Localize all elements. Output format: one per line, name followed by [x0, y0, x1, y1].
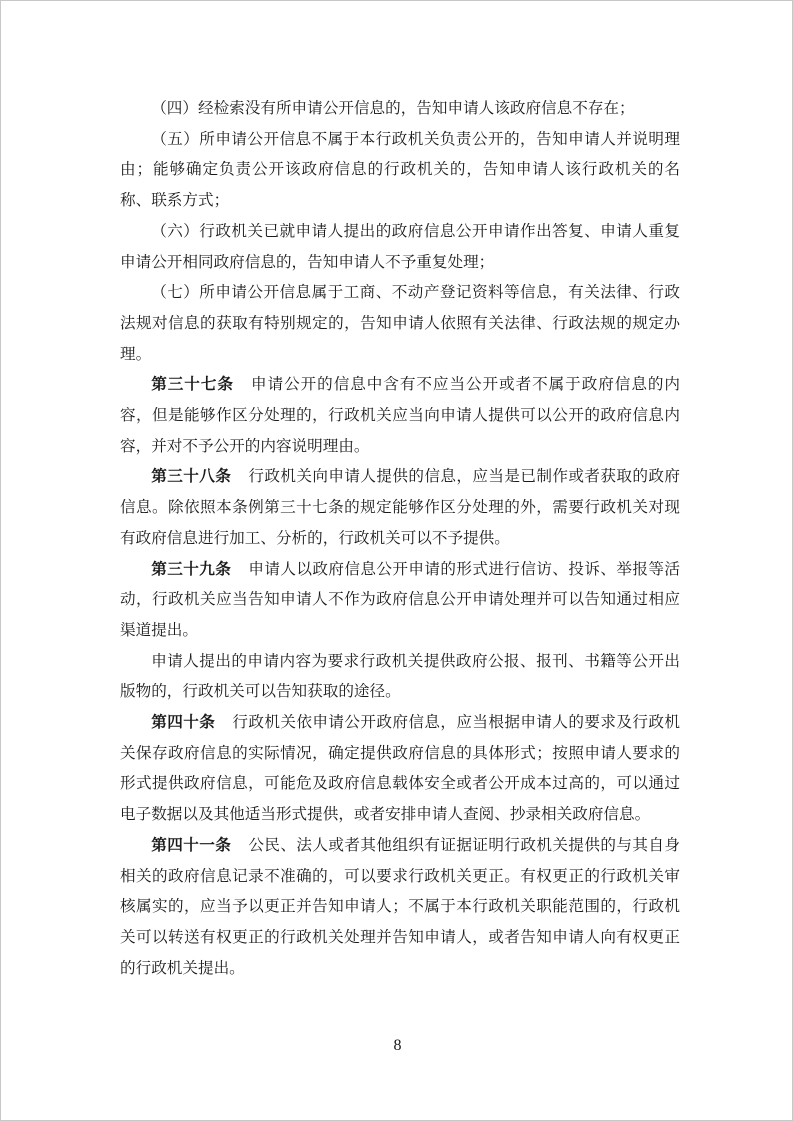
page-number: 8 — [393, 1037, 402, 1054]
paragraph-text: 申请公开的信息中含有不应当公开或者不属于政府信息的内容，但是能够作区分处理的，行政机关应当向申请人提供可以公开的政府信息内容，并对不予公开的内容说明理由。 — [120, 375, 680, 455]
paragraph — [120, 707, 680, 830]
paragraph — [120, 830, 680, 984]
paragraph — [120, 369, 680, 461]
paragraph-text: （七）所申请公开信息属于工商、不动产登记资料等信息，有关法律、行政法规对信息的获取有特别规定的，告知申请人依照有关法律、行政法规的规定办理。 — [120, 283, 680, 363]
paragraph — [120, 461, 680, 553]
article-number: 第三十七条 — [151, 374, 234, 394]
article-number: 第三十九条 — [151, 558, 232, 578]
paragraph — [120, 124, 680, 216]
article-number: 第四十条 — [151, 712, 216, 732]
paragraph-text: （五）所申请公开信息不属于本行政机关负责公开的，告知申请人并说明理由；能够确定负责公开该政府信息的行政机关的，告知申请人该行政机关的名称、联系方式； — [120, 129, 680, 210]
paragraph-text: 公民、法人或者其他组织有证据证明行政机关提供的与其自身相关的政府信息记录不准确的，可以要求行政机关更正。有权更正的行政机关审核属实的，应当予以更正并告知申请人；不属于本行政机关职能范围的，行政机关可以转送有权更正的行政机关处理并告知申请人，或者告知申请人向有权更正的行政机关提出。 — [120, 835, 680, 977]
article-number: 第四十一条 — [151, 834, 232, 854]
paragraph-text: （四）经检索没有所申请公开信息的，告知申请人该政府信息不存在； — [151, 99, 635, 117]
paragraph — [120, 277, 680, 369]
article-number: 第三十八条 — [151, 466, 232, 486]
paragraph-text: 申请人提出的申请内容为要求行政机关提供政府公报、报刊、书籍等公开出版物的，行政机关可以告知获取的途径。 — [120, 651, 680, 701]
document-body — [120, 93, 680, 983]
paragraph-text: 行政机关向申请人提供的信息，应当是已制作或者获取的政府信息。除依照本条例第三十七条的规定能够作区分处理的外，需要行政机关对现有政府信息进行加工、分析的，行政机关可以不予提供。 — [120, 467, 680, 547]
paragraph-text: （六）行政机关已就申请人提出的政府信息公开申请作出答复、申请人重复申请公开相同政府信息的，告知申请人不予重复处理； — [120, 221, 680, 271]
paragraph-text: 行政机关依申请公开政府信息，应当根据申请人的要求及行政机关保存政府信息的实际情况，确定提供政府信息的具体形式；按照申请人要求的形式提供政府信息，可能危及政府信息载体安全或者公开成本过高的，可以通过电子数据以及其他适当形式提供，或者安排申请人查阅、抄录相关政府信息。 — [120, 713, 680, 824]
paragraph — [120, 646, 680, 707]
paragraph — [120, 554, 680, 646]
paragraph — [120, 216, 680, 277]
paragraph — [120, 93, 680, 124]
paragraph-text: 申请人以政府信息公开申请的形式进行信访、投诉、举报等活动，行政机关应当告知申请人不作为政府信息公开申请处理并可以告知通过相应渠道提出。 — [120, 559, 680, 639]
